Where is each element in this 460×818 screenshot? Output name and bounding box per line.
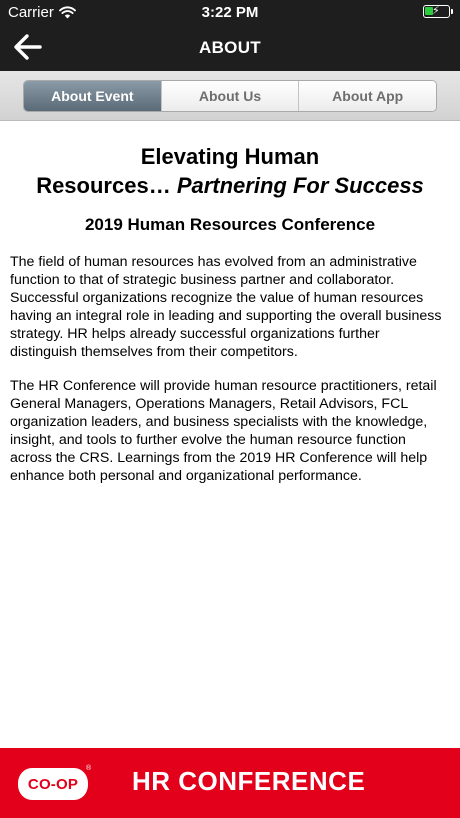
tab-bar	[0, 71, 460, 121]
page-title: ABOUT	[199, 38, 261, 57]
headline-line2a: Resources…	[36, 173, 177, 198]
carrier-label: Carrier	[8, 4, 54, 21]
tab-about-app[interactable]: About App	[298, 81, 436, 111]
navigation-bar	[0, 24, 460, 71]
subheadline: 2019 Human Resources Conference	[84, 215, 376, 234]
footer-title: HR CONFERENCE	[132, 766, 366, 796]
headline-line1: Elevating Human	[140, 144, 320, 169]
segmented-control	[23, 80, 437, 112]
coop-logo-text: CO-OP	[27, 775, 79, 793]
headline	[10, 142, 450, 200]
content-area	[0, 122, 460, 748]
registered-mark: ®	[85, 765, 91, 772]
tab-about-event[interactable]: About Event	[24, 81, 161, 111]
status-bar	[0, 0, 460, 24]
status-time: 3:22 PM	[201, 4, 259, 21]
paragraph-1: The field of human resources has evolved from an administrative function to that of strategic business partner and collaborator. Successful organizations recognize the value of human resources having an integral role in leading and supporting the overall business strategy. HR helps already successful organizations further distinguish themselves from their competitors.	[10, 254, 442, 360]
paragraph-2: The HR Conference will provide human resource practitioners, retail General Managers, Operations Managers, Retail Advisors, FCL organization leaders, and business specialists with the knowledge, insight, and tools to further evolve the human resource function across the CRS. Learnings from the 2019 HR Conference will help enhance both personal and organizational performance.	[10, 378, 437, 484]
headline-line2b: Partnering For Success	[176, 173, 424, 198]
battery-charging-icon	[423, 5, 450, 18]
footer-banner	[0, 748, 460, 818]
charging-bolt-icon: ⚡	[432, 5, 440, 17]
coop-logo	[18, 765, 91, 800]
tab-about-us[interactable]: About Us	[161, 81, 299, 111]
